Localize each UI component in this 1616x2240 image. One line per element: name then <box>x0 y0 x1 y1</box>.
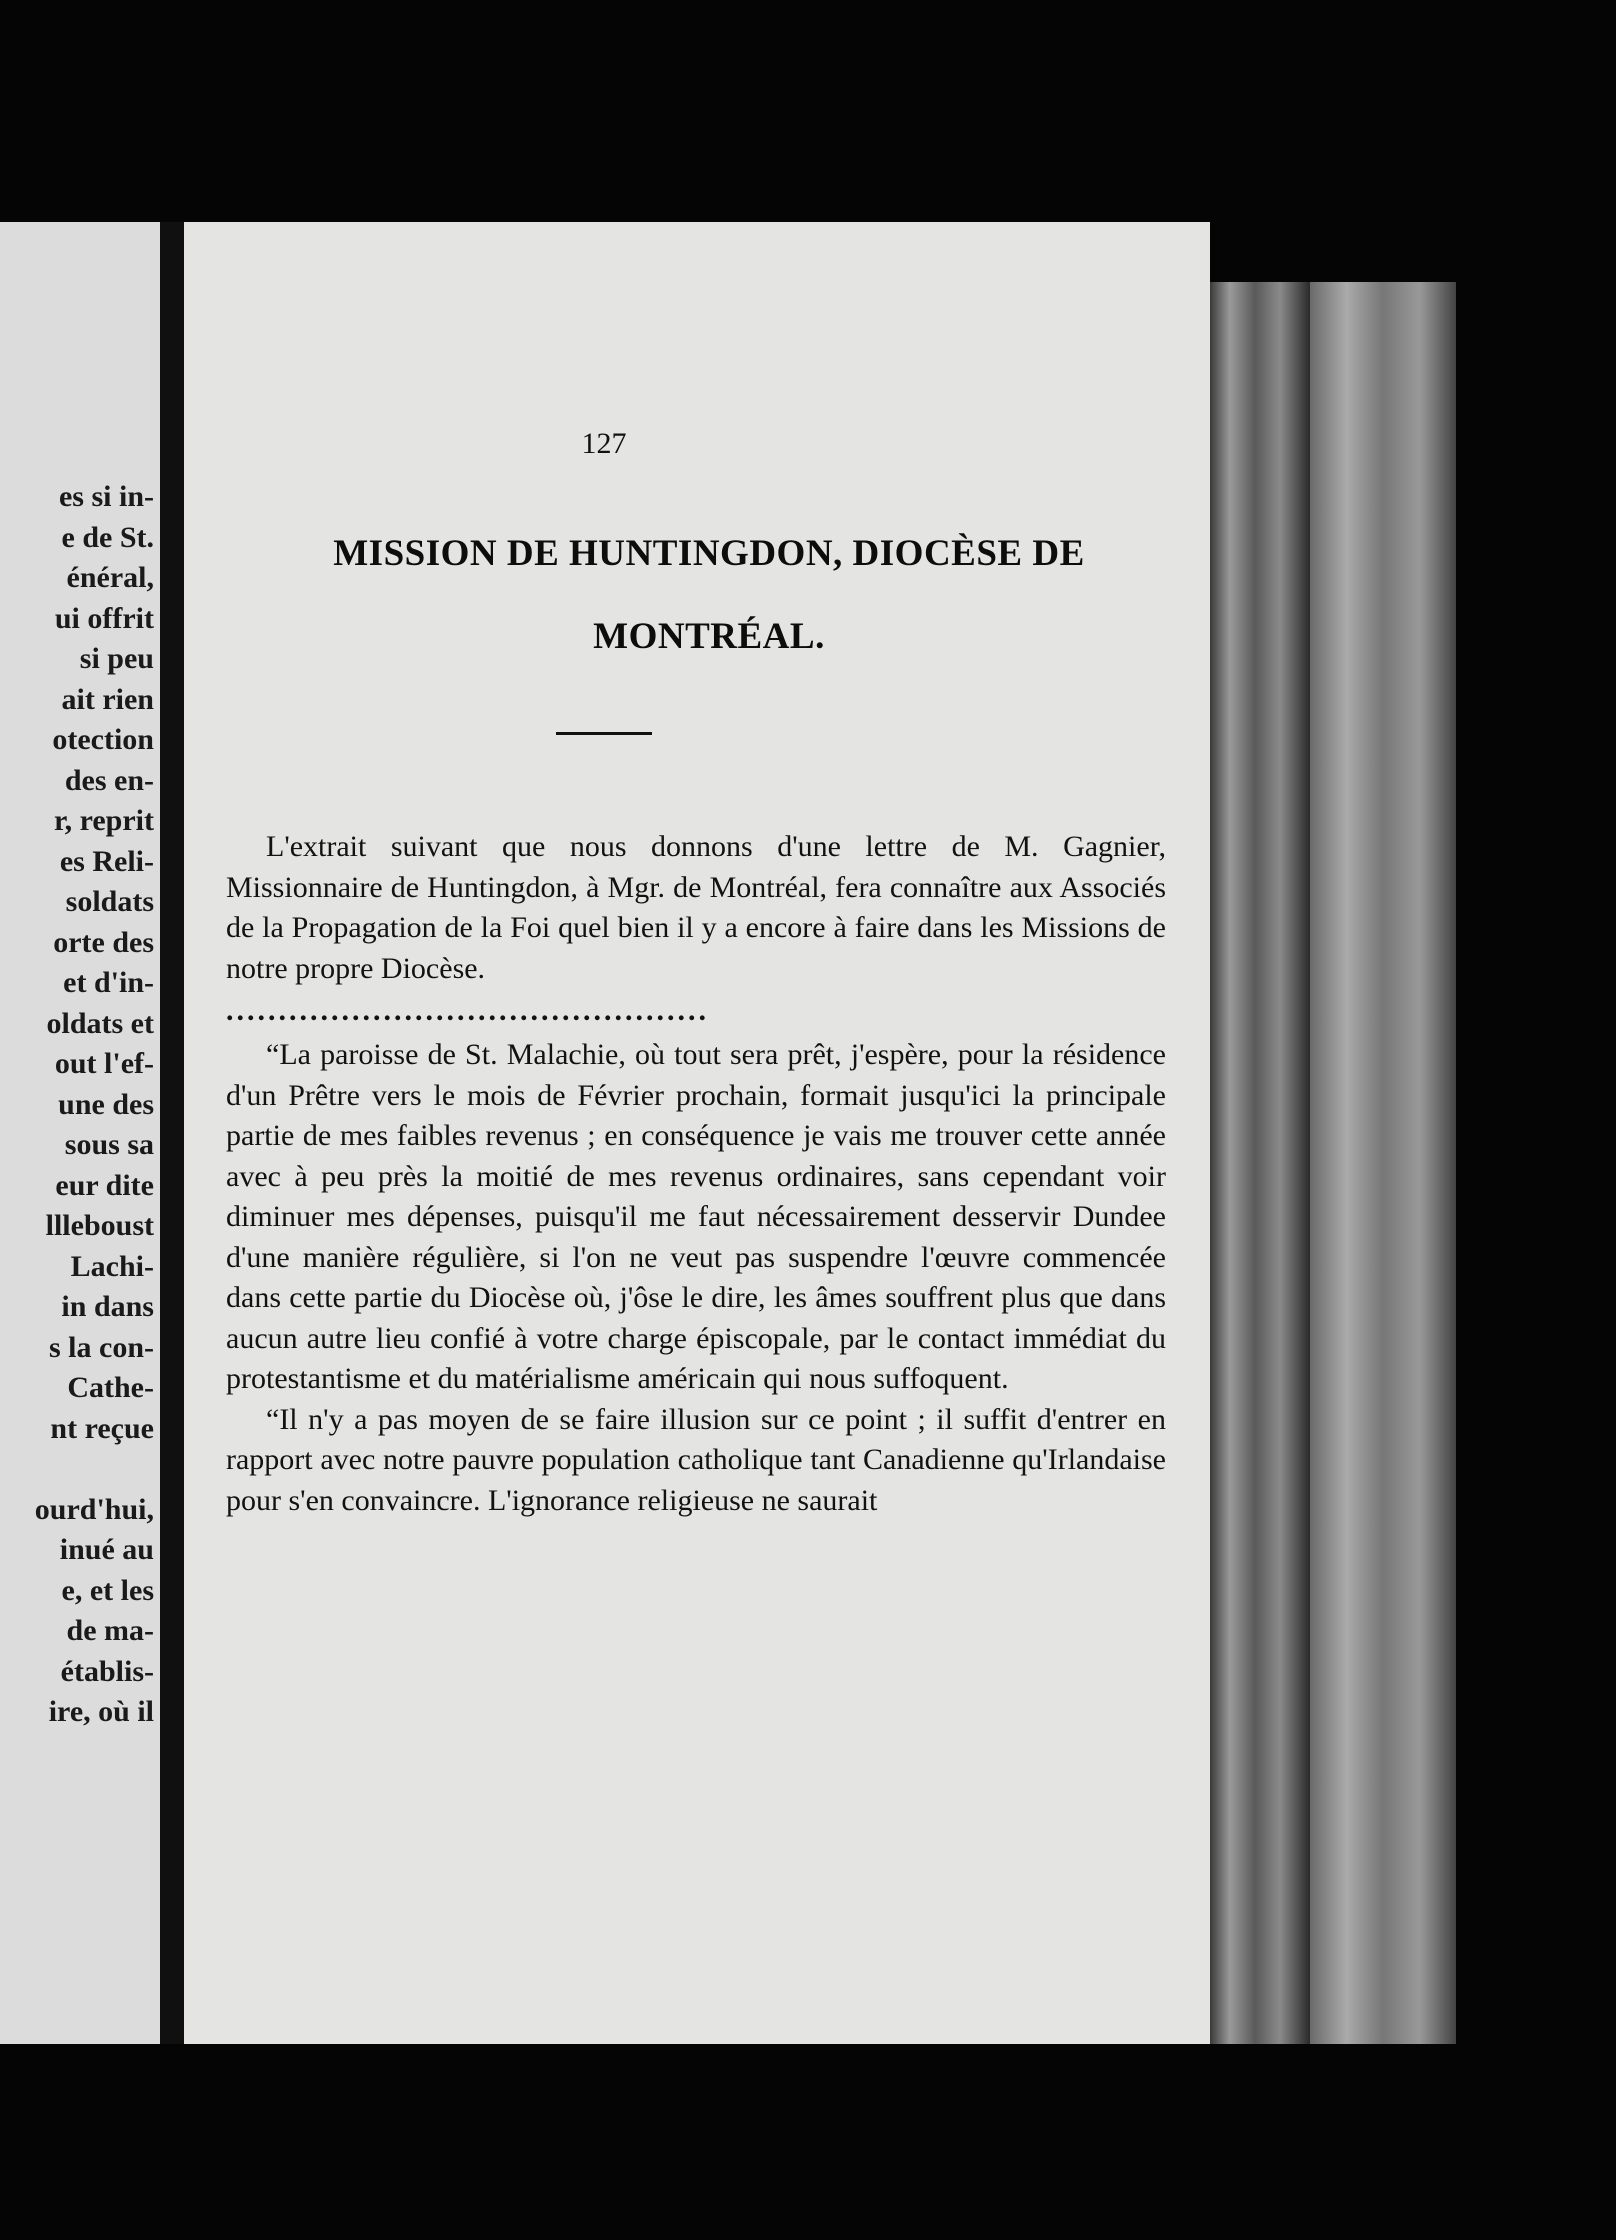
left-page <box>0 222 160 2044</box>
left-page-line: es si in- <box>58 480 154 513</box>
left-page-line: ourd'hui, <box>34 1492 154 1526</box>
page-block-edge <box>1210 282 1310 2044</box>
left-page-line: s la con- <box>49 1330 154 1364</box>
left-page-line: out l'ef- <box>54 1047 154 1080</box>
left-page-line: llleboust <box>45 1209 154 1242</box>
left-page-line: in dans <box>61 1290 154 1323</box>
intro-paragraph: L'extrait suivant que nous donnons d'une lettre de M. Gagnier, Missionnaire de Huntingdon, à Mgr. de Montréal, fera connaître aux Associés de la Propagation de la Foi quel bien il y a encore à faire dans les Missions de notre propre Diocèse. <box>226 830 1166 985</box>
letter-paragraph-2: “Il n'y a pas moyen de se faire illusion sur ce point ; il suffit d'entrer en rapport avec notre pauvre population catholique tant Canadienne qu'Irlandaise pour s'en convaincre. L'ignorance religieuse ne saurait <box>226 1402 1166 1517</box>
left-page-line: si peu <box>79 642 154 675</box>
letter-paragraph-1: “La paroisse de St. Malachie, où tout sera prêt, j'espère, pour la résidence d'un Prêtre vers le mois de Février prochain, formait jusqu'ici la principale partie de mes faibles revenus ; en conséquence je vais me trouver cette année avec à peu près la moitié de mes revenus ordinaires, sans cependant voir diminuer mes dépenses, puisqu'il me faut nécessairement desservir Dundee d'une manière régulière, si l'on ne veut pas suspendre l'œuvre commencée dans cette partie du Diocèse où, j'ôse le dire, les âmes souffrent plus que dans aucun autre lieu confié à votre charge épiscopale, par le contact immédiat du protestantisme et du matérialisme américain qui nous suffoquent. <box>226 1038 1166 1395</box>
left-page-line: otection <box>52 723 154 756</box>
left-page-line: une des <box>58 1087 154 1121</box>
left-page-line: soldats <box>65 885 154 918</box>
left-page-text <box>0 477 154 1733</box>
left-page-line: établis- <box>60 1654 154 1688</box>
left-page-line: et d'in- <box>63 966 154 999</box>
left-page-line: e de St. <box>61 520 154 554</box>
left-page-line: sous sa <box>64 1128 154 1161</box>
article-title <box>234 512 1184 678</box>
left-page-line: orte des <box>53 925 154 959</box>
left-page-line: énéral, <box>66 561 154 594</box>
left-page-line: nt reçue <box>50 1411 154 1445</box>
right-page <box>184 222 1210 2044</box>
left-page-line: Cathe- <box>67 1371 154 1404</box>
ellipsis-line: .............................................. <box>226 994 709 1027</box>
left-page-line: de ma- <box>66 1614 154 1647</box>
title-line-1: MISSION DE HUNTINGDON, DIOCÈSE DE <box>333 533 1085 574</box>
left-page-line: inué au <box>59 1533 154 1566</box>
left-page-line: ui offrit <box>54 601 154 635</box>
left-page-line: es Reli- <box>59 844 154 878</box>
left-page-line: ait rien <box>61 682 154 716</box>
left-page-line <box>0 1449 154 1490</box>
left-page-line: r, reprit <box>54 804 154 837</box>
book-cover-edge <box>1310 282 1456 2044</box>
left-page-line: des en- <box>64 763 154 797</box>
title-rule <box>556 732 652 735</box>
left-page-line: oldats et <box>46 1006 154 1040</box>
left-page-line: eur dite <box>55 1168 154 1202</box>
left-page-line: Lachi- <box>70 1249 154 1283</box>
left-page-line: ire, où il <box>48 1695 154 1728</box>
article-body <box>226 827 1166 1521</box>
book-gutter <box>160 222 184 2044</box>
left-page-line: e, et les <box>61 1573 154 1607</box>
page-number: 127 <box>581 427 627 460</box>
title-line-2: MONTRÉAL. <box>593 616 825 657</box>
